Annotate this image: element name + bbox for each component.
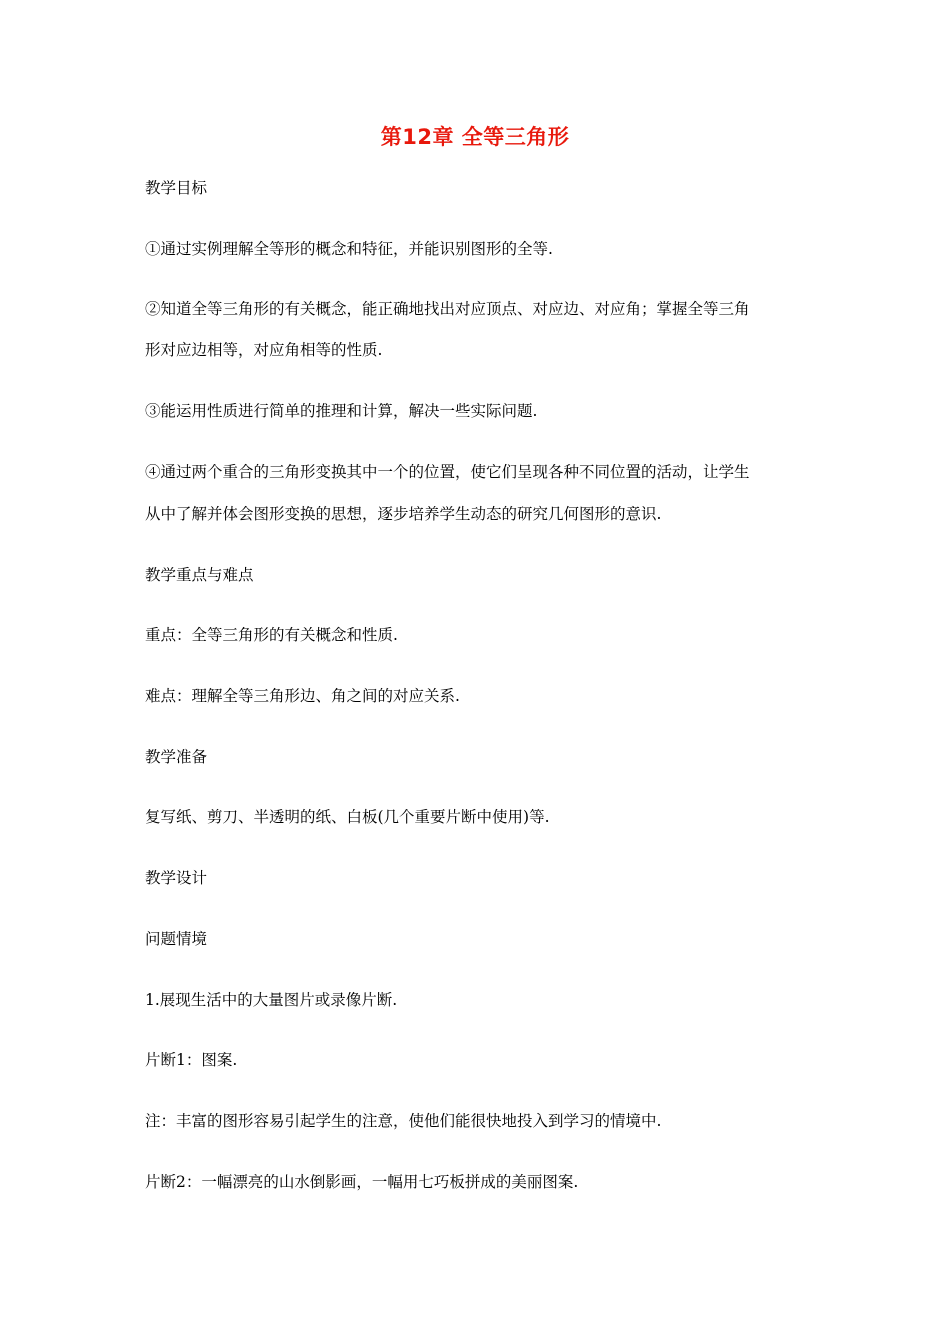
preparation-materials: 复写纸、剪刀、半透明的纸、白板(几个重要片断中使用)等. [145, 808, 550, 826]
objective-4-line-2: 从中了解并体会图形变换的思想，逐步培养学生动态的研究几何图形的意识. [145, 505, 662, 523]
section-heading-preparation: 教学准备 [145, 748, 208, 766]
difficult-point: 难点：理解全等三角形边、角之间的对应关系. [145, 687, 460, 705]
chapter-title: 第12章 全等三角形 [380, 125, 570, 149]
section-heading-key-points: 教学重点与难点 [145, 566, 254, 584]
section-heading-objectives: 教学目标 [145, 179, 208, 197]
section-heading-design: 教学设计 [145, 869, 208, 887]
objective-4-line-1: ④通过两个重合的三角形变换其中一个的位置，使它们呈现各种不同位置的活动，让学生 [145, 463, 750, 481]
clip-2: 片断2：一幅漂亮的山水倒影画，一幅用七巧板拼成的美丽图案. [145, 1173, 579, 1191]
objective-1: ①通过实例理解全等形的概念和特征，并能识别图形的全等. [145, 240, 553, 258]
objective-2-line-1: ②知道全等三角形的有关概念，能正确地找出对应顶点、对应边、对应角；掌握全等三角 [145, 300, 750, 318]
objective-2-line-2: 形对应边相等，对应角相等的性质. [145, 341, 383, 359]
note: 注：丰富的图形容易引起学生的注意，使他们能很快地投入到学习的情境中. [145, 1112, 662, 1130]
subsection-heading-situation: 问题情境 [145, 930, 208, 948]
clip-1: 片断1：图案. [145, 1051, 238, 1069]
objective-3: ③能运用性质进行简单的推理和计算，解决一些实际问题. [145, 402, 538, 420]
key-point: 重点：全等三角形的有关概念和性质. [145, 626, 398, 644]
situation-step-1: 1.展现生活中的大量图片或录像片断. [145, 991, 398, 1009]
